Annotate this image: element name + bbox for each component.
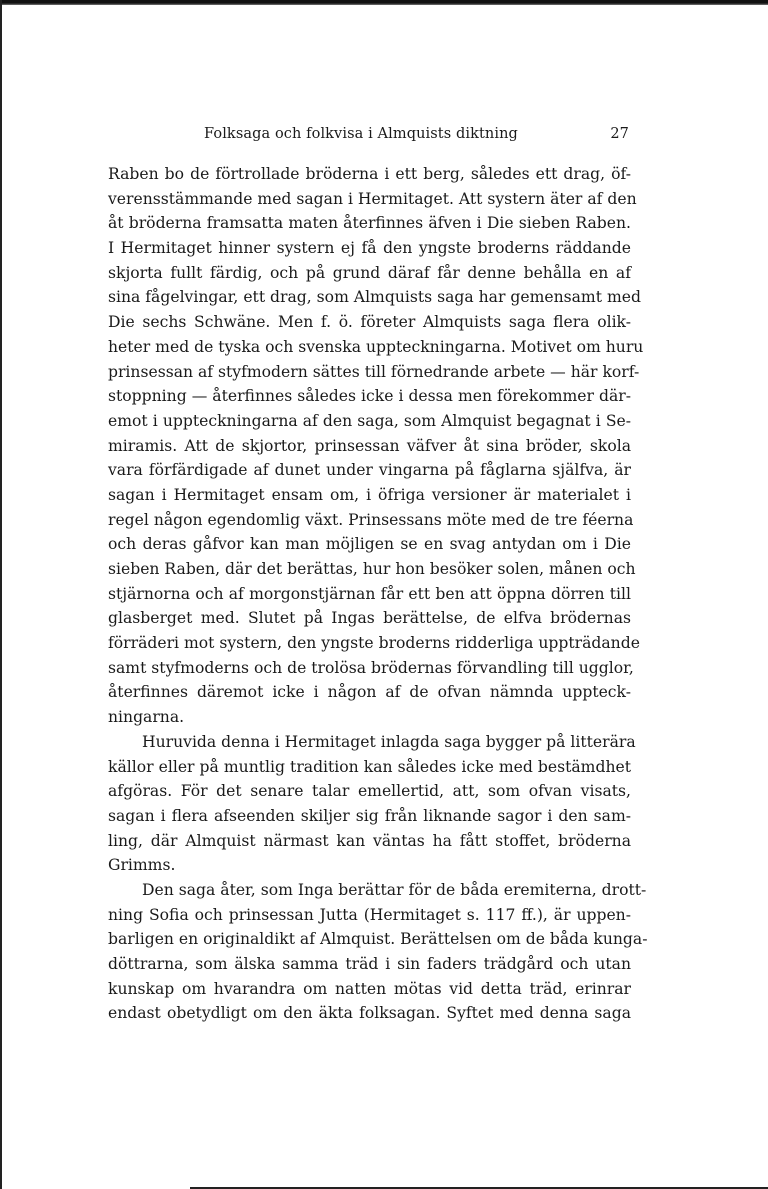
text-line: emot i uppteckningarna af den saga, som Almquist begagnat i Se-: [108, 411, 631, 430]
text-line: åt bröderna framsatta maten återfinnes äfven i Die sieben Raben.: [108, 214, 631, 233]
text-line: sagan i Hermitaget ensam om, i öfriga versioner är materialet i: [108, 485, 631, 504]
page-number: 27: [610, 126, 629, 142]
text-line: afgöras. För det senare talar emellertid, att, som ofvan visats,: [108, 782, 631, 801]
text-line: Grimms.: [108, 856, 176, 875]
text-line: kunskap om hvarandra om natten mötas vid detta träd, erinrar: [108, 979, 631, 998]
book-page: [108, 126, 648, 1026]
text-line: stoppning — återfinnes således icke i dessa men förekommer där-: [108, 387, 631, 406]
paragraph-1: [108, 162, 644, 730]
text-line: Den saga åter, som Inga berättar för de båda eremiterna, drott-: [142, 880, 647, 899]
text-line: stjärnorna och af morgonstjärnan får ett ben att öppna dörren till: [108, 584, 631, 603]
text-line: återfinnes däremot icke i någon af de ofvan nämnda uppteck-: [108, 683, 631, 702]
text-line: sieben Raben, där det berättas, hur hon besöker solen, månen och: [108, 560, 636, 578]
text-line: samt styfmoderns och de trolösa brödernas förvandling till ugglor,: [108, 658, 634, 677]
running-head-title: Folksaga och folkvisa i Almquists diktning: [204, 126, 518, 142]
text-line: och deras gåfvor kan man möjligen se en svag antydan om i Die: [108, 535, 631, 554]
text-line: sina fågelvingar, ett drag, som Almquists saga har gemensamt med: [108, 288, 641, 307]
text-line: miramis. Att de skjortor, prinsessan väfver åt sina bröder, skola: [108, 436, 631, 455]
running-head: [108, 126, 631, 152]
text-line: Die sechs Schwäne. Men f. ö. företer Almquists saga flera olik-: [108, 313, 631, 332]
text-line: ningarna.: [108, 708, 185, 727]
text-line: ning Sofia och prinsessan Jutta (Hermitaget s. 117 ff.), är uppen-: [108, 905, 631, 924]
paragraph-2: [108, 730, 636, 878]
text-line: Huruvida denna i Hermitaget inlagda saga bygger på litterära: [142, 732, 636, 751]
text-line: glasberget med. Slutet på Ingas berättelse, de elfva brödernas: [108, 609, 631, 628]
paragraph-3: [108, 878, 648, 1026]
text-line: endast obetydligt om den äkta folksagan. Syftet med denna saga: [108, 1004, 631, 1023]
text-line: skjorta fullt färdig, och på grund däraf får denne behålla en af: [108, 263, 631, 282]
body-text: [108, 162, 648, 1026]
text-line: barligen en originaldikt af Almquist. Berättelsen om de båda kunga-: [108, 930, 648, 949]
text-line: förräderi mot systern, den yngste broderns ridderliga uppträdande: [108, 634, 640, 653]
text-line: vara förfärdigade af dunet under vingarna på fåglarna själfva, är: [108, 461, 631, 480]
text-line: I Hermitaget hinner systern ej få den yngste broderns räddande: [108, 239, 631, 258]
text-line: döttrarna, som älska samma träd i sin faders trädgård och utan: [108, 955, 631, 973]
text-line: ling, där Almquist närmast kan väntas ha fått stoffet, bröderna: [108, 831, 631, 850]
text-line: verensstämmande med sagan i Hermitaget. Att systern äter af den: [108, 189, 637, 208]
text-line: heter med de tyska och svenska uppteckningarna. Motivet om huru: [108, 337, 644, 356]
text-line: regel någon egendomlig växt. Prinsessans möte med de tre féerna: [108, 510, 634, 529]
text-line: prinsessan af styfmodern sättes till förnedrande arbete — här korf-: [108, 362, 640, 381]
text-line: sagan i flera afseenden skiljer sig från liknande sagor i den sam-: [108, 806, 631, 825]
scan-border-left: [0, 0, 2, 1189]
text-line: Raben bo de förtrollade bröderna i ett berg, således ett drag, öf-: [108, 165, 631, 183]
text-line: källor eller på muntlig tradition kan således icke med bestämdhet: [108, 757, 631, 776]
scan-border-top: [0, 0, 768, 5]
